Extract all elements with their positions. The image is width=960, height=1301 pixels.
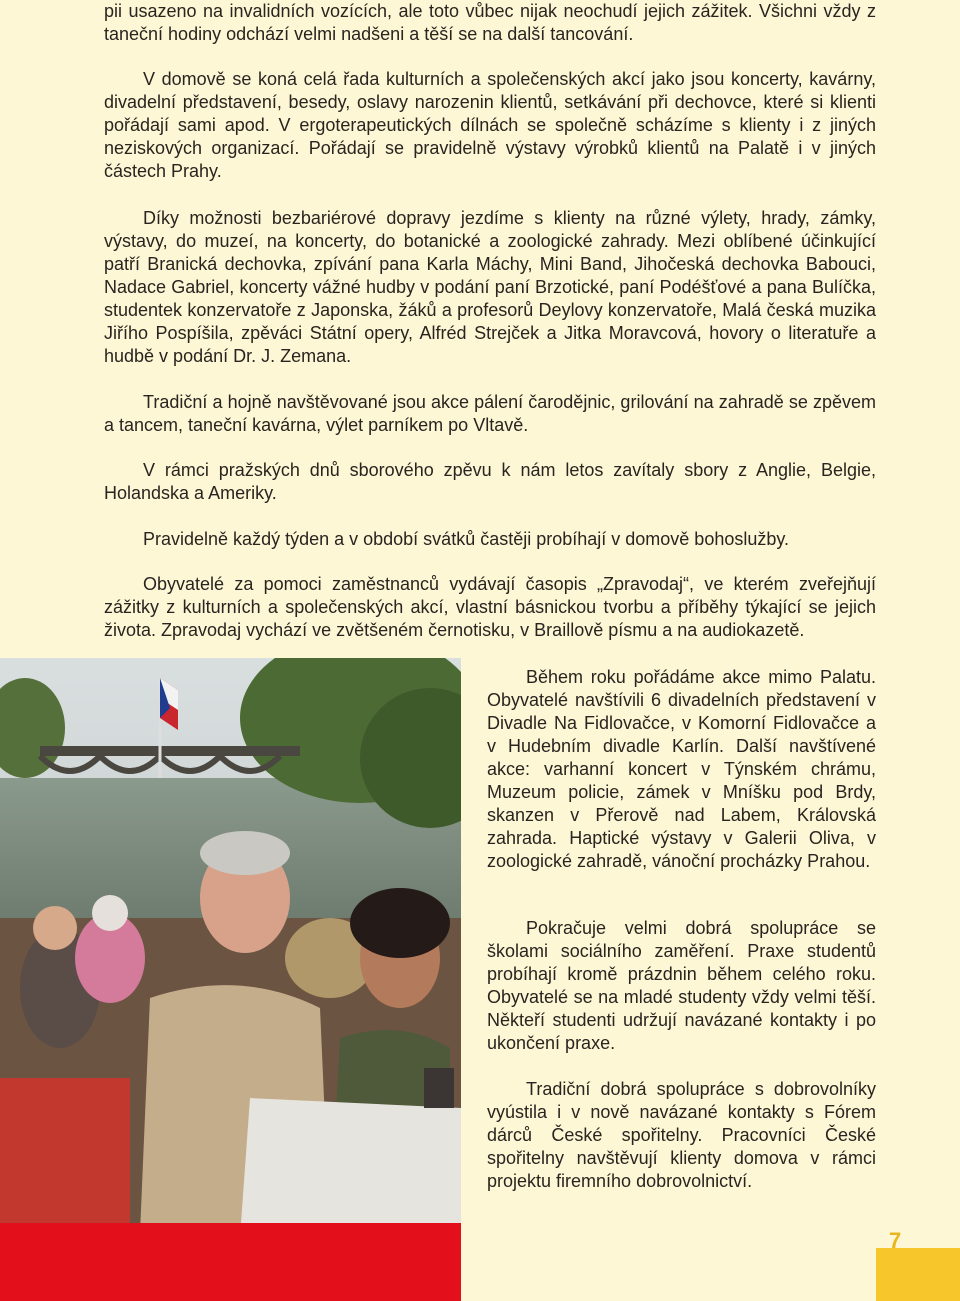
boat-trip-photo (0, 658, 461, 1223)
yellow-accent-box (876, 1248, 960, 1301)
page-number: 7 (889, 1228, 902, 1253)
paragraph-6: Obyvatelé za pomoci zaměstnanců vydávají časopis „Zpravodaj“, ve kterém zveřejňují zážitky z kulturních a společenských akcí, vlastní básnickou tvorbu a příběhy týkající se jejich života. Zpravodaj vychází ve zvětšeném černotisku, v Braillově písmu a na audiokazetě. (104, 574, 876, 640)
paragraph-3: Tradiční a hojně navštěvované jsou akce pálení čarodějnic, grilování na zahradě se zpěvem a tancem, taneční kavárna, výlet parníkem po Vltavě. (104, 392, 876, 435)
red-accent-bar (0, 1223, 461, 1301)
paragraph-5: Pravidelně každý týden a v období svátků častěji probíhají v domově bohoslužby. (143, 529, 790, 549)
side-paragraph-2: Pokračuje velmi dobrá spolupráce se školami sociálního zaměření. Praxe studentů probíhají kromě prázdnin během celého roku. Obyvatelé se na mladé studenty vždy velmi těší. Někteří studenti udržují navázané kontakty i po ukončení praxe. (487, 918, 876, 1053)
paragraph-1: V domově se koná celá řada kulturních a společenských akcí jako jsou koncerty, kavárny, divadelní představení, besedy, oslavy narozenin klientů, setkávání při dechovce, které si klienti pořádají sami apod. V ergoterapeutických dílnách se společně scházíme s klienty i z jiných neziskových organizací. Pořádají se pravidelně výstavy výrobků klientů na Palatě i v jiných částech Prahy. (104, 69, 876, 181)
paragraph-2: Díky možnosti bezbariérové dopravy jezdíme s klienty na různé výlety, hrady, zámky, výstavy, do muzeí, na koncerty, do botanické a zoologické zahrady. Mezi oblíbené účinkující patří Branická dechovka, zpívání pana Karla Máchy, Mini Band, Jihočeská dechovka Babouci, Nadace Gabriel, koncerty vážné hudby v podání paní Brzotické, paní Podéšťové a pana Bulíčka, studentek konzervatoře z Japonska, žáků a profesorů Deylovy konzervatoře, Malá česká muzika Jiřího Pospíšila, zpěváci Státní opery, Alfréd Strejček a Jitka Moravcová, hovory o literatuře a hudbě v podání Dr. J. Zemana. (104, 208, 876, 366)
paragraph-4: V rámci pražských dnů sborového zpěvu k nám letos zavítaly sbory z Anglie, Belgie, Holandska a Ameriky. (104, 460, 876, 503)
paragraph-0: pii usazeno na invalidních vozících, ale toto vůbec nijak neochudí jejich zážitek. Všichni vždy z taneční hodiny odchází velmi nadšeni a těší se na další tancování. (104, 1, 876, 44)
side-paragraph-3: Tradiční dobrá spolupráce s dobrovolníky vyústila i v nově navázané kontakty s Fórem dárců České spořitelny. Pracovníci České spořitelny navštěvují klienty domova v rámci projektu firemního dobrovolnictví. (487, 1079, 876, 1191)
side-paragraph-1: Během roku pořádáme akce mimo Palatu. Obyvatelé navštívili 6 divadelních představení v Divadle Na Fidlovačce, v Komorní Fidlovačce a v Hudebním divadle Karlín. Další navštívené akce: varhanní koncert v Týnském chrámu, Muzeum policie, zámek v Mníšku pod Brdy, skanzen v Přerově nad Labem, Královská zahrada. Haptické výstavy v Galerii Oliva, v zoologické zahradě, vánoční procházky Prahou. (487, 667, 876, 871)
photo-illustration (0, 658, 461, 1223)
